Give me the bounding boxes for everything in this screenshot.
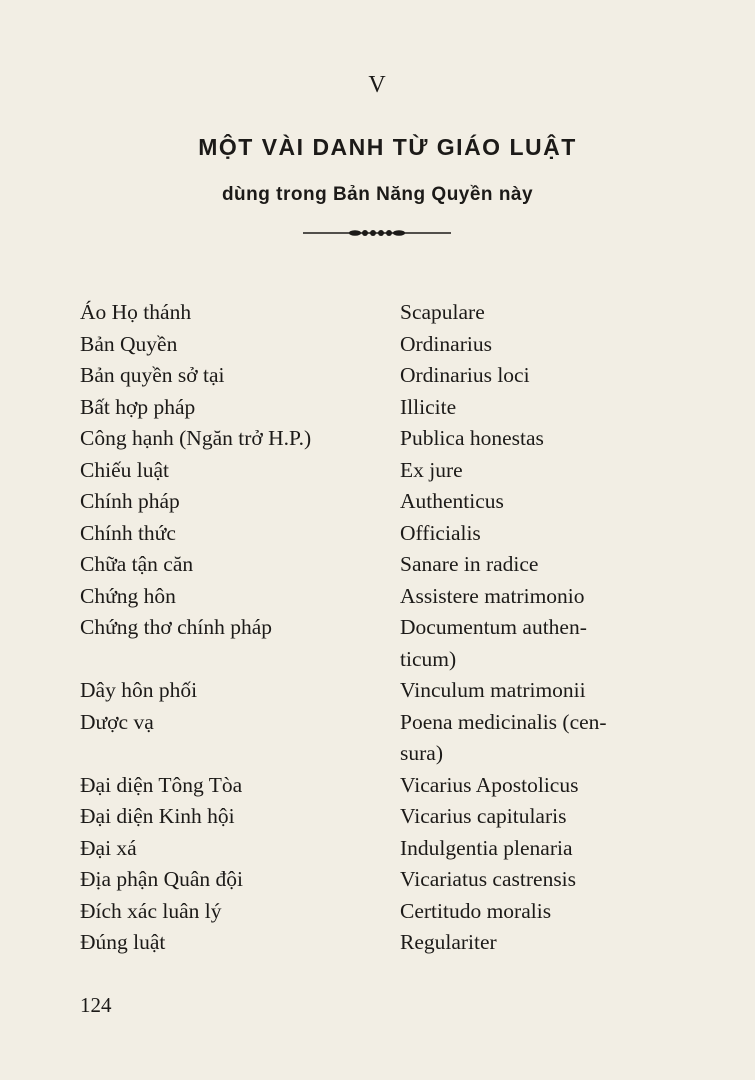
latin-term: Indulgentia plenaria: [400, 835, 573, 860]
latin-term: Illicite: [400, 394, 457, 419]
glossary-entry-continuation: [80, 644, 680, 676]
vietnamese-term: Địa phận Quân đội: [80, 867, 244, 891]
vietnamese-term: Áo Họ thánh: [80, 300, 192, 324]
latin-term-continuation: ticum): [400, 646, 457, 671]
latin-term: Vicarius Apostolicus: [400, 772, 579, 797]
vietnamese-term: Dây hôn phối: [80, 678, 198, 702]
vietnamese-term: Chữa tận căn: [80, 552, 194, 576]
latin-term-continuation: sura): [400, 741, 443, 765]
latin-term: Regulariter: [400, 930, 497, 954]
glossary-entry: [80, 770, 680, 802]
vietnamese-term: Bản quyền sở tại: [80, 363, 225, 387]
latin-term: Certitudo moralis: [400, 898, 552, 923]
glossary-entry: [80, 896, 680, 928]
latin-term: Authenticus: [400, 489, 504, 513]
glossary-entry: [80, 329, 680, 361]
vietnamese-term: Chứng hôn: [80, 583, 176, 608]
ornament-divider: [303, 226, 451, 240]
section-subtitle: dùng trong Bản Năng Quyền này: [221, 184, 534, 205]
latin-term: Ordinarius: [400, 331, 492, 356]
vietnamese-term: Chiếu luật: [80, 457, 169, 482]
glossary-entry: [80, 360, 680, 392]
glossary-list: [80, 297, 680, 959]
latin-term: Documentum authen-: [400, 615, 587, 639]
glossary-entry: [80, 486, 680, 518]
glossary-entry: [80, 455, 680, 487]
glossary-entry: [80, 833, 680, 865]
chapter-number: V: [368, 72, 387, 98]
vietnamese-term: Chính thức: [80, 520, 176, 545]
glossary-entry: [80, 423, 680, 455]
vietnamese-term: Công hạnh (Ngăn trở H.P.): [80, 426, 312, 450]
vietnamese-term: Đại xá: [80, 835, 137, 860]
vietnamese-term: Đại diện Kinh hội: [80, 804, 235, 828]
vietnamese-term: Chứng thơ chính pháp: [80, 615, 273, 639]
vietnamese-term: Bất hợp pháp: [80, 394, 196, 419]
latin-term: Vicariatus castrensis: [400, 867, 577, 891]
latin-term: Vinculum matrimonii: [400, 678, 586, 702]
glossary-entry: [80, 612, 680, 644]
latin-term: Scapulare: [400, 300, 485, 324]
vietnamese-term: Chính pháp: [80, 489, 180, 513]
vietnamese-term: Đúng luật: [80, 930, 166, 954]
glossary-entry: [80, 581, 680, 613]
glossary-entry: [80, 392, 680, 424]
vietnamese-term: Đích xác luân lý: [80, 898, 222, 923]
latin-term: Ordinarius loci: [400, 363, 530, 387]
glossary-entry: [80, 518, 680, 550]
glossary-entry: [80, 707, 680, 739]
latin-term: Poena medicinalis (cen-: [400, 709, 607, 734]
section-title: MỘT VÀI DANH TỪ GIÁO LUẬT: [198, 134, 577, 160]
latin-term: Vicarius capitularis: [400, 804, 567, 828]
glossary-entry-continuation: [80, 738, 680, 770]
latin-term: Sanare in radice: [400, 552, 539, 576]
page-number: 124: [80, 993, 112, 1017]
latin-term: Assistere matrimonio: [400, 583, 585, 608]
glossary-entry: [80, 297, 680, 329]
glossary-entry: [80, 801, 680, 833]
glossary-entry: [80, 549, 680, 581]
glossary-entry: [80, 864, 680, 896]
latin-term: Ex jure: [400, 457, 463, 482]
vietnamese-term: Đại diện Tông Tòa: [80, 772, 243, 797]
glossary-entry: [80, 675, 680, 707]
latin-term: Officialis: [400, 520, 481, 545]
vietnamese-term: Dược vạ: [80, 709, 154, 734]
latin-term: Publica honestas: [400, 426, 544, 450]
glossary-entry: [80, 927, 680, 959]
vietnamese-term: Bản Quyền: [80, 331, 178, 356]
